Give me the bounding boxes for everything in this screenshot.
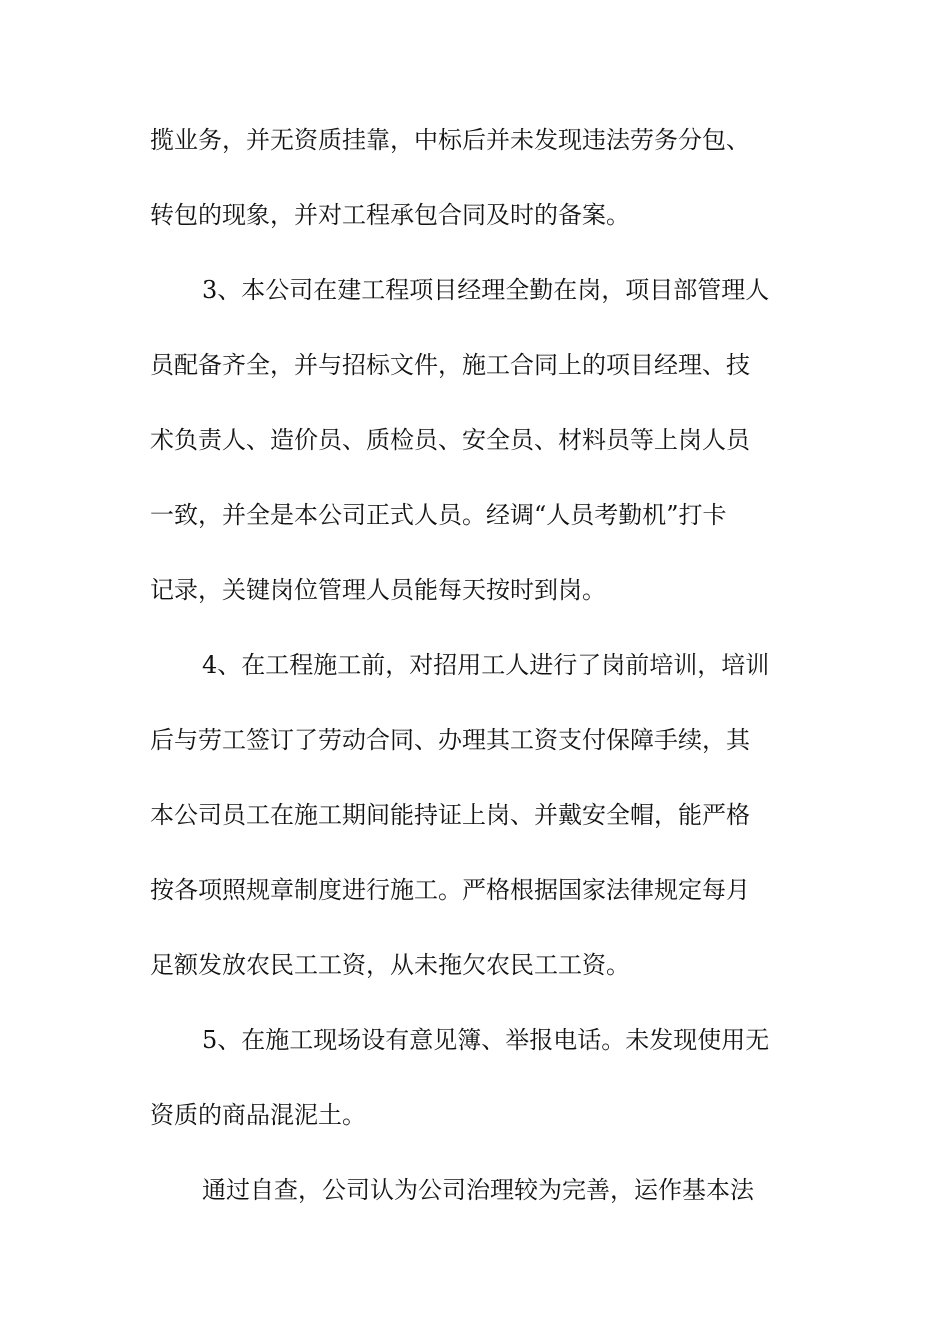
paragraph-line: 转包的现象，并对工程承包合同及时的备案。 [150,201,630,229]
paragraph-line: 揽业务，并无资质挂靠，中标后并未发现违法劳务分包、 [150,126,750,154]
document-text-body [150,121,810,1246]
paragraph-line: 员配备齐全，并与招标文件，施工合同上的项目经理、技 [150,351,750,379]
paragraph-line: 足额发放农民工工资，从未拖欠农民工工资。 [150,951,630,979]
paragraph-line: 3、本公司在建工程项目经理全勤在岗，项目部管理人 [202,276,770,304]
paragraph-line: 通过自查，公司认为公司治理较为完善，运作基本法 [202,1176,754,1204]
paragraph-line: 记录，关键岗位管理人员能每天按时到岗。 [150,576,606,604]
paragraph-line: 4、在工程施工前，对招用工人进行了岗前培训，培训 [202,651,770,679]
paragraph-line: 术负责人、造价员、质检员、安全员、材料员等上岗人员 [150,426,750,454]
paragraph-line: 资质的商品混泥土。 [150,1101,366,1129]
paragraph-line: 后与劳工签订了劳动合同、办理其工资支付保障手续，其 [150,726,750,754]
paragraph-line: 一致，并全是本公司正式人员。经调“人员考勤机”打卡 [150,501,727,529]
paragraph-line: 本公司员工在施工期间能持证上岗、并戴安全帽，能严格 [150,801,750,829]
paragraph-line: 5、在施工现场设有意见簿、举报电话。未发现使用无 [202,1026,770,1054]
paragraph-line: 按各项照规章制度进行施工。严格根据国家法律规定每月 [150,876,750,904]
